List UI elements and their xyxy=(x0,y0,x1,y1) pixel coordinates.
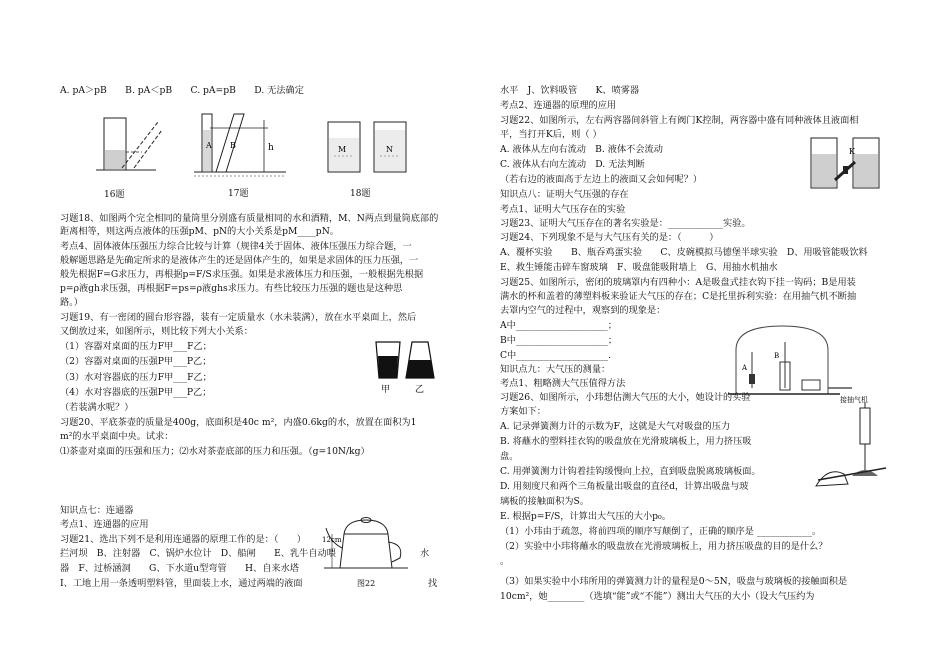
q20-text-2: m²的水平桌面中央。试求： xyxy=(60,431,174,442)
point4-text-4: p=ρ液gh求压强，再根据F=ps=ρ液ghs求压力。有些比较压力压强的题也是这种思 xyxy=(60,283,403,294)
figure-25-label-a: A xyxy=(742,364,748,372)
q26-step-e: E. 根据p=F/S，计算出大气压的大小p₀。 xyxy=(500,511,671,522)
q21-text: 习题21、选出下列不是利用连通器的原理工作的是：（ ） xyxy=(60,534,306,545)
q24-text: 习题24、下列现象不是与大气压有关的是：（ ） xyxy=(500,232,719,243)
figure-17-label-h: h xyxy=(268,143,274,153)
q26-sub-3-2: 10cm²，她________（选填“能”或“不能”）测出大气压的大小（设大气压约为 xyxy=(500,591,815,602)
q19-sub-2: （2）容器对桌面的压强P甲___P乙； xyxy=(60,356,212,367)
q25-text-2: 满水的杯和盖着的薄塑料板来验证大气压的存在；C是托里拆利实验：在用抽气机不断抽 xyxy=(500,291,857,302)
q22-text-2: 平，当打开K后，则（ ） xyxy=(500,129,602,140)
knowledge7-title: 知识点七：连通器 xyxy=(60,505,134,516)
figure-19 xyxy=(370,334,440,396)
q19-sub-3: （3）水对容器底的压力F甲___F乙； xyxy=(60,372,212,383)
figure-connected-vessels xyxy=(805,132,885,194)
q25-answer-b: B中____________________； xyxy=(500,335,618,346)
figure-16-caption: 16题 xyxy=(104,190,125,200)
q18-text-2: 距离相等，则这两点液体的压强pM、pN的大小关系是pM____pN。 xyxy=(60,226,339,237)
q23-text: 习题23、证明大气压存在的著名实验是：____________实验。 xyxy=(500,218,751,229)
point4-text-5: 路。） xyxy=(60,297,83,308)
q21-options-4: 水平 J、饮料吸管 K、喷雾器 xyxy=(500,85,640,96)
figure-18-caption: 18题 xyxy=(350,189,371,199)
figure-18 xyxy=(318,112,418,182)
point1-title: 考点1、连通器的应用 xyxy=(60,519,149,530)
knowledge9-title: 知识点九：大气压的测量： xyxy=(500,364,611,375)
q22-options-2: C. 液体从右向左流动 D. 无法判断 xyxy=(500,159,645,170)
q25-answer-c: C中____________________. xyxy=(500,350,612,361)
q20-text-1: 习题20、平底茶壶的质量是400g，底面积是40c m²，内盛0.6kg的水，放置在面积为1 xyxy=(60,417,417,428)
figure-19-label-yi: 乙 xyxy=(415,385,425,395)
figure-17 xyxy=(190,110,290,182)
q26-text-1: 习题26、如图所示，小玮想估测大气压的大小，她设计的实验 xyxy=(500,392,751,403)
q19-text-2: 又倒放过来，如图所示，则比较下列大小关系： xyxy=(60,326,253,337)
figure-25-caption: 接抽气机 xyxy=(840,396,868,404)
figure-16 xyxy=(76,112,164,182)
figure-22-caption: 图22 xyxy=(357,579,376,588)
figure-18-label-m: M xyxy=(338,145,347,154)
figure-17-label-b: B xyxy=(230,141,236,150)
figure-17-label-a: A xyxy=(206,141,212,150)
figure-18-label-n: N xyxy=(386,145,393,154)
point4-text-2: 般解题思路是先确定所求的是液体产生的还是固体产生的，如果是求固体的压力压强，一 xyxy=(60,255,419,266)
q26-sub-1: （1）小玮由于疏忽，将前四项的顺序写颠倒了，正确的顺序是 ____________。 xyxy=(500,526,822,537)
q25-answer-a: A中____________________； xyxy=(500,320,617,331)
point4-text-1: 考点4、固体液体压强压力综合比较与计算（规律4关于固体、液体压强压力综合题，一 xyxy=(60,241,412,252)
q21-options-3: I、工地上用一条透明塑料管，里面装上水，通过两端的液面 xyxy=(60,578,303,589)
q22-options-1: A. 液体从左向右流动 B. 液体不会流动 xyxy=(500,144,663,155)
q21-options-3b: 找 xyxy=(428,578,438,589)
q22-text-1: 习题22、如图所示，左右两容器间斜管上有阀门K控制，两容器中盛有同种液体且液面相 xyxy=(500,115,859,126)
q26-step-b-2: 盘。 xyxy=(500,451,519,462)
q25-text-1: 习题25、如图所示，密闭的玻璃罩内有四种小：A是吸盘式挂衣钩下挂一钩码；B是用装 xyxy=(500,277,856,288)
knowledge8-title: 知识点八：证明大气压强的存在 xyxy=(500,189,629,200)
q25-text-3: 去罩内空气的过程中，观察到的现象是： xyxy=(500,305,666,316)
figure-19-label-jia: 甲 xyxy=(381,385,391,395)
svg-text:K: K xyxy=(849,147,855,156)
q26-sub-2: （2）实验中小玮将蘸水的吸盘放在光滑玻璃板上，用力挤压吸盘的目的是什么？ xyxy=(500,541,828,552)
point4-text-3: 般先根据F=G求压力，再根据p=F/S求压强。如果是求液体压力和压强，一般根据先根据 xyxy=(60,269,424,280)
figure-22-height: 12cm xyxy=(322,536,342,544)
q21-options-2: 器 F、过桥涵洞 G、下水道u型弯管 H、自来水塔 xyxy=(60,563,299,574)
q26-step-a: A. 记录弹簧测力计的示数为F，这就是大气对吸盘的压力 xyxy=(500,421,731,432)
q21-options-1b: 水 xyxy=(420,548,430,559)
q19-sub-4: （4）水对容器底的压强P甲___P乙； xyxy=(60,387,212,398)
q22-note: （若右边的液面高于左边上的液面又会如何呢？） xyxy=(500,174,703,185)
q18-text-1: 习题18、如图两个完全相同的量筒里分别盛有质量相同的水和酒精，M、N两点到量筒底部的 xyxy=(60,213,439,224)
q26-step-b-1: B. 将蘸水的塑料挂衣钩的吸盘放在光滑玻璃板上，用力挤压吸 xyxy=(500,436,752,447)
point1-title-c: 考点1、粗略测大气压值得方法 xyxy=(500,378,626,389)
q26-step-d-1: D. 用刻度尺和两个三角板量出吸盘的直径d，计算出吸盘与玻 xyxy=(500,481,749,492)
q24-options-1: A、覆杯实验 B、瓶吞鸡蛋实验 C、皮碗模拟马德堡半球实验 D、用吸管能吸饮料 xyxy=(500,247,868,258)
q19-text-1: 习题19、有一密闭的圆台形容器，装有一定质量水（水未装满），放在水平桌面上，然后 xyxy=(60,312,417,323)
point1-title-b: 考点1、证明大气压存在的实验 xyxy=(500,204,626,215)
q19-note: （若装满水呢？） xyxy=(60,402,134,413)
q24-options-2: E、救生锤能击碎车窗玻璃 F、吸盘能吸附墙上 G、用抽水机抽水 xyxy=(500,262,778,273)
figure-17-caption: 17题 xyxy=(228,189,249,199)
figure-22 xyxy=(322,512,410,578)
q26-step-c: C. 用弹簧测力计钩着挂钩缓慢向上拉，直到吸盘脱离玻璃板面。 xyxy=(500,466,761,477)
q26-step-d-2: 璃板的接触面积为S。 xyxy=(500,496,589,507)
figure-26 xyxy=(808,400,888,502)
q26-sub-2-blank: 。 xyxy=(500,556,510,567)
q21-options-1: 拦河坝 B、注射器 C、锅炉水位计 D、船闸 E、乳牛自动喂 xyxy=(60,548,336,559)
q26-text-2: 方案如下： xyxy=(500,406,546,417)
figure-25-label-b: B xyxy=(774,352,780,360)
point2-title: 考点2、连通器的原理的应用 xyxy=(500,100,617,111)
q19-sub-1: （1）容器对桌面的压力F甲___F乙； xyxy=(60,341,212,352)
q17-options: A. pA＞pB B. pA＜pB C. pA=pB D. 无法确定 xyxy=(60,85,304,96)
q26-sub-3-1: （3）如果实验中小玮所用的弹簧测力计的量程是0～5N，吸盘与玻璃板的接触面积是 xyxy=(500,576,848,587)
q20-text-3: ⑴茶壶对桌面的压强和压力；⑵水对茶壶底部的压力和压强。（g=10N/kg） xyxy=(60,446,370,457)
